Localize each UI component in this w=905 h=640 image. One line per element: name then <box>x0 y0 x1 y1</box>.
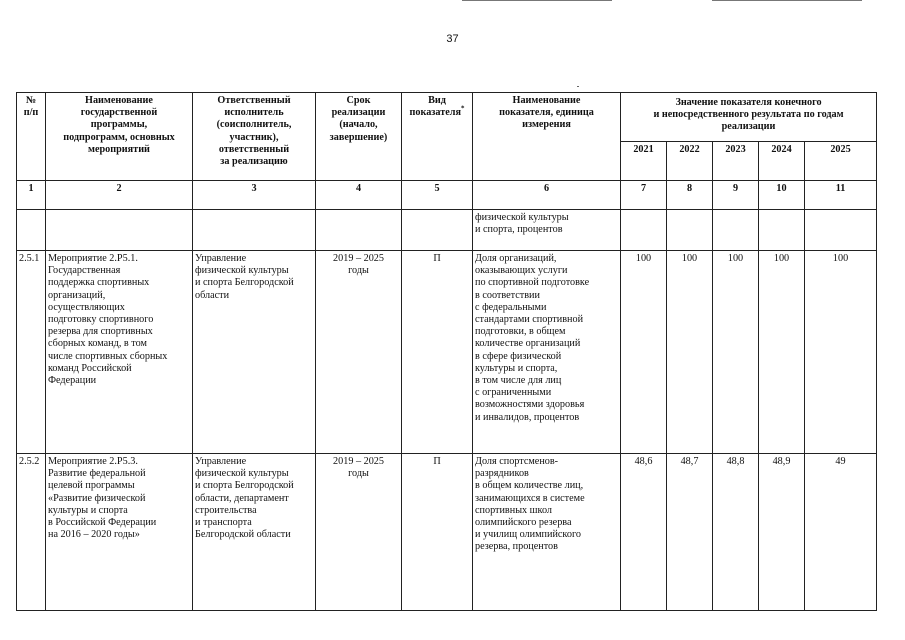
column-number: 1 <box>17 181 46 210</box>
empty-cell <box>17 210 46 251</box>
row-indicator-name: Доля организаций, оказывающих услуги по спортивной подготовке в соответствии с федеральными стандартами спортивной подготовки, в общем количестве организаций в сфере физической культуры и спорта, в том числе для лиц с ограниченными возможностями здоровья и инвалидов, процентов <box>473 251 621 454</box>
row-value-2024: 48,9 <box>759 454 805 611</box>
header-year-2021: 2021 <box>621 142 667 181</box>
row-value-2024: 100 <box>759 251 805 454</box>
column-number: 7 <box>621 181 667 210</box>
header-indicator-type-label: Вид показателя <box>409 95 461 119</box>
row-number: 2.5.1 <box>17 251 46 454</box>
header-year-2023: 2023 <box>713 142 759 181</box>
header-program-name: Наименование государственной программы, подпрограмм, основных мероприятий <box>46 93 193 181</box>
column-number: 11 <box>805 181 877 210</box>
empty-cell <box>193 210 316 251</box>
program-table <box>16 92 877 611</box>
header-period: Срок реализации (начало, завершение) <box>316 93 402 181</box>
row-period: 2019 – 2025 годы <box>316 251 402 454</box>
empty-cell <box>805 210 877 251</box>
header-year-2024: 2024 <box>759 142 805 181</box>
row-value-2022: 48,7 <box>667 454 713 611</box>
header-year-2025: 2025 <box>805 142 877 181</box>
empty-cell <box>621 210 667 251</box>
row-indicator-type: П <box>402 251 473 454</box>
row-executor: Управление физической культуры и спорта Белгородской области, департамент строительства и транспорта Белгородской области <box>193 454 316 611</box>
column-number: 9 <box>713 181 759 210</box>
column-number: 3 <box>193 181 316 210</box>
page-number: 37 <box>446 33 459 45</box>
column-number: 2 <box>46 181 193 210</box>
row-value-2025: 100 <box>805 251 877 454</box>
row-indicator-type: П <box>402 454 473 611</box>
row-activity-name: Мероприятие 2.Р5.3. Развитие федеральной целевой программы «Развитие физической культуры и спорта в Российской Федерации на 2016 – 2020 годы» <box>46 454 193 611</box>
header-row-1 <box>17 93 877 142</box>
row-indicator-name: Доля спортсменов- разрядников в общем количестве лиц, занимающихся в системе спортивных школ олимпийского резерва и училищ олимпийского резерва, процентов <box>473 454 621 611</box>
empty-cell <box>759 210 805 251</box>
row-value-2025: 49 <box>805 454 877 611</box>
row-value-2023: 100 <box>713 251 759 454</box>
header-values-group: Значение показателя конечного и непосредственного результата по годам реализации <box>621 93 877 142</box>
row-executor: Управление физической культуры и спорта Белгородской области <box>193 251 316 454</box>
column-number: 6 <box>473 181 621 210</box>
empty-cell <box>402 210 473 251</box>
row-value-2022: 100 <box>667 251 713 454</box>
header-indicator-type <box>402 93 473 181</box>
table-row <box>17 251 877 454</box>
row-value-2023: 48,8 <box>713 454 759 611</box>
column-number: 5 <box>402 181 473 210</box>
empty-cell <box>667 210 713 251</box>
header-indicator-name: Наименование показателя, единица измерения <box>473 93 621 181</box>
column-number: 8 <box>667 181 713 210</box>
top-edge-line-right <box>712 0 862 1</box>
row-value-2021: 48,6 <box>621 454 667 611</box>
column-number: 4 <box>316 181 402 210</box>
scan-speck <box>577 86 579 87</box>
empty-cell <box>713 210 759 251</box>
row-period: 2019 – 2025 годы <box>316 454 402 611</box>
column-number-row <box>17 181 877 210</box>
continuation-row <box>17 210 877 251</box>
row-activity-name: Мероприятие 2.Р5.1. Государственная поддержка спортивных организаций, осуществляющих подготовку спортивного резерва для спортивных сборных команд, в том числе спортивных сборных команд Российской Федерации <box>46 251 193 454</box>
top-edge-line-left <box>462 0 612 1</box>
column-number: 10 <box>759 181 805 210</box>
continuation-indicator: физической культуры и спорта, процентов <box>473 210 621 251</box>
row-value-2021: 100 <box>621 251 667 454</box>
empty-cell <box>46 210 193 251</box>
row-number: 2.5.2 <box>17 454 46 611</box>
header-year-2022: 2022 <box>667 142 713 181</box>
footnote-mark: * <box>460 104 465 113</box>
empty-cell <box>316 210 402 251</box>
header-executor: Ответственный исполнитель (соисполнитель, участник), ответственный за реализацию <box>193 93 316 181</box>
table-row <box>17 454 877 611</box>
header-num: № п/п <box>17 93 46 181</box>
